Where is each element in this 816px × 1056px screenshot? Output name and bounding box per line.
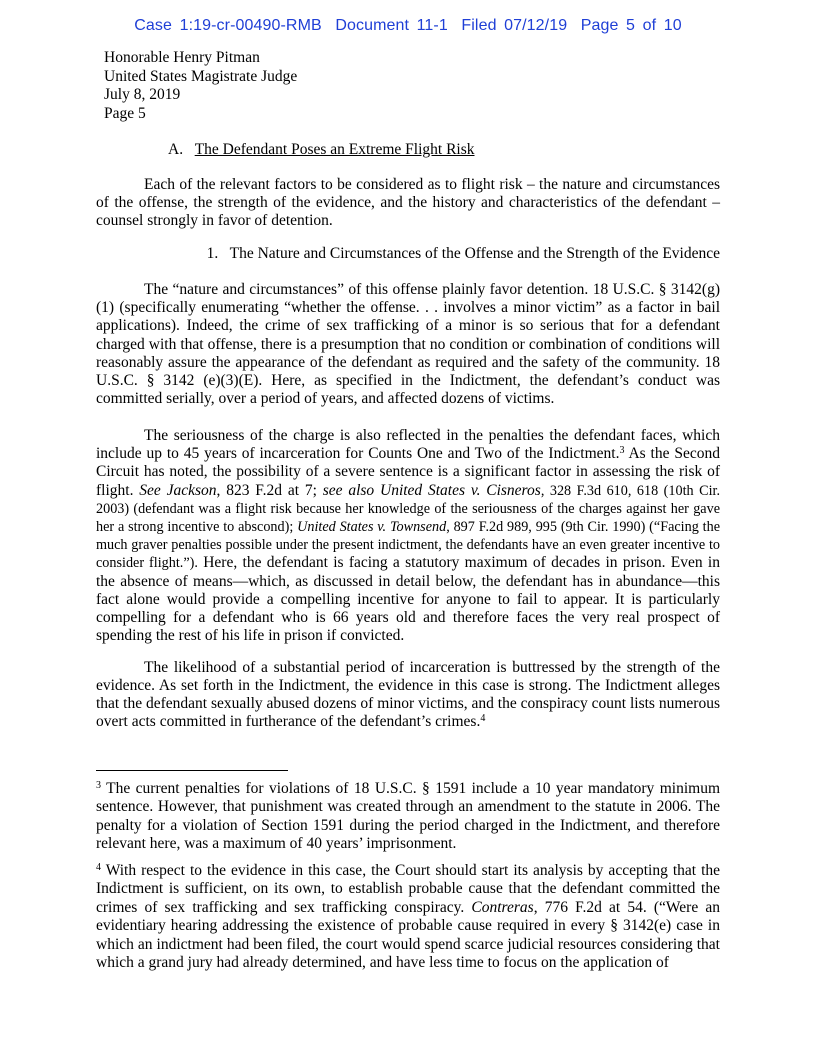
document-number: Document 11-1 xyxy=(335,17,448,34)
text-run: , 897 F.2d 989, 995 (9th Cir. 1990) (“Facing the much graver penalties possible under the present indictment, the defendants have an even greater incentive to consider flight.”). xyxy=(96,519,720,572)
case-citation: United States v. Townsend xyxy=(297,519,447,536)
paragraph-nature-circumstances: The “nature and circumstances” of this offense plainly favor detention. 18 U.S.C. § 3142(g)(1) (specifically enumerating “whether the offense. . . involves a minor victim” as a factor in bail applications). Indeed, the crime of sex trafficking of a minor is so serious that for a defendant charged with that offense, there is a presumption that no condition or combination of conditions will reasonably assure the appearance of the defendant as required and the safety of the community. 18 U.S.C. § 3142 (e)(3)(E). Here, as specified in the Indictment, the defendant’s conduct was committed serially, over a period of years, and affected dozens of victims. xyxy=(96,281,720,408)
footnote-number: 3 xyxy=(96,780,101,791)
text-run: As the Second Circuit has noted, the possibility of a severe sentence is a significant factor in assessing the risk of flight. xyxy=(96,445,720,499)
addressee-name: Honorable Henry Pitman xyxy=(104,49,260,66)
filed-date: Filed 07/12/19 xyxy=(461,17,568,34)
letterhead xyxy=(104,49,297,123)
text-run: The seriousness of the charge is also reflected in the penalties the defendant faces, which include up to 45 years of incarceration for Counts One and Two of the Indictment. xyxy=(96,427,720,463)
section-title: The Defendant Poses an Extreme Flight Risk xyxy=(194,141,475,158)
text-run: Here, the defendant is facing a statutory maximum of decades in prison. Even in the absence of means—which, as discussed in detail below, the defendant has in abundance—this fact alone would provide a compelling incentive for anyone to fail to appear. It is particularly compelling for a defendant who is 66 years old and therefore faces the very real prospect of spending the rest of his life in prison if convicted. xyxy=(96,554,720,645)
case-header xyxy=(0,17,816,35)
case-citation: See Jackson xyxy=(139,481,217,499)
addressee-title: United States Magistrate Judge xyxy=(104,67,298,85)
letter-page: Page 5 xyxy=(104,104,146,122)
footnote-text: With respect to the evidence in this case, the Court should start its analysis by accepting that the Indictment is sufficient, on its own, to establish probable cause that the defendant committed the crimes of sex trafficking and sex trafficking conspiracy. xyxy=(96,862,720,916)
paragraph-flight-risk-factors: Each of the relevant factors to be considered as to flight risk – the nature and circumstances of the offense, the strength of the evidence, and the history and characteristics of the defendant – counsel strongly in favor of detention. xyxy=(96,176,720,230)
footnote-3 xyxy=(96,780,720,854)
footnote-4 xyxy=(96,862,720,972)
case-number: Case 1:19-cr-00490-RMB xyxy=(134,17,322,34)
footnote-ref-3: 3 xyxy=(619,445,625,457)
case-citation: Contreras xyxy=(471,898,534,916)
footnote-separator xyxy=(96,770,288,771)
footnote-number: 4 xyxy=(96,862,101,873)
letter-date: July 8, 2019 xyxy=(104,86,181,103)
subheading-nature-circumstances: 1. The Nature and Circumstances of the Offense and the Strength of the Evidence xyxy=(206,245,720,262)
paragraph-penalties xyxy=(96,427,720,645)
footnote-text: The current penalties for violations of 18 U.S.C. § 1591 include a 10 year mandatory minimum sentence. However, that punishment was created through an amendment to the statute in 2006. The penalty for a violation of Section 1591 during the period charged in the Indictment, and therefore relevant here, was a maximum of 40 years’ imprisonment. xyxy=(96,780,720,853)
paragraph-evidence-strength xyxy=(96,659,720,731)
case-citation: see also United States v. Cisneros xyxy=(322,481,541,499)
section-heading-a xyxy=(168,141,728,159)
footnote-text: , 776 F.2d at 54. (“Were an evidentiary hearing addressing the existence of probable cause required in every § 3142(e) case in which an indictment had been filed, the court would spend scarce judicial resources considering that which a grand jury had already determined, and have less time to focus on the application of xyxy=(96,898,720,972)
page-indicator: Page 5 of 10 xyxy=(580,17,682,34)
text-run: , 328 F.3d 610, 618 (10th Cir. 2003) (defendant was a flight risk because her knowledge of the seriousness of the charges against her gave her a strong incentive to abscond); xyxy=(96,482,720,536)
footnote-ref-4: 4 xyxy=(480,712,486,724)
text-run: , 823 F.2d at 7; xyxy=(216,481,323,499)
section-letter: A. xyxy=(168,141,184,158)
text-run: The likelihood of a substantial period of incarceration is buttressed by the strength of the evidence. As set forth in the Indictment, the evidence in this case is strong. The Indictment alleges that the defendant sexually abused dozens of minor victims, and the conspiracy count lists numerous overt acts committed in furtherance of the defendant’s crimes. xyxy=(96,659,720,730)
